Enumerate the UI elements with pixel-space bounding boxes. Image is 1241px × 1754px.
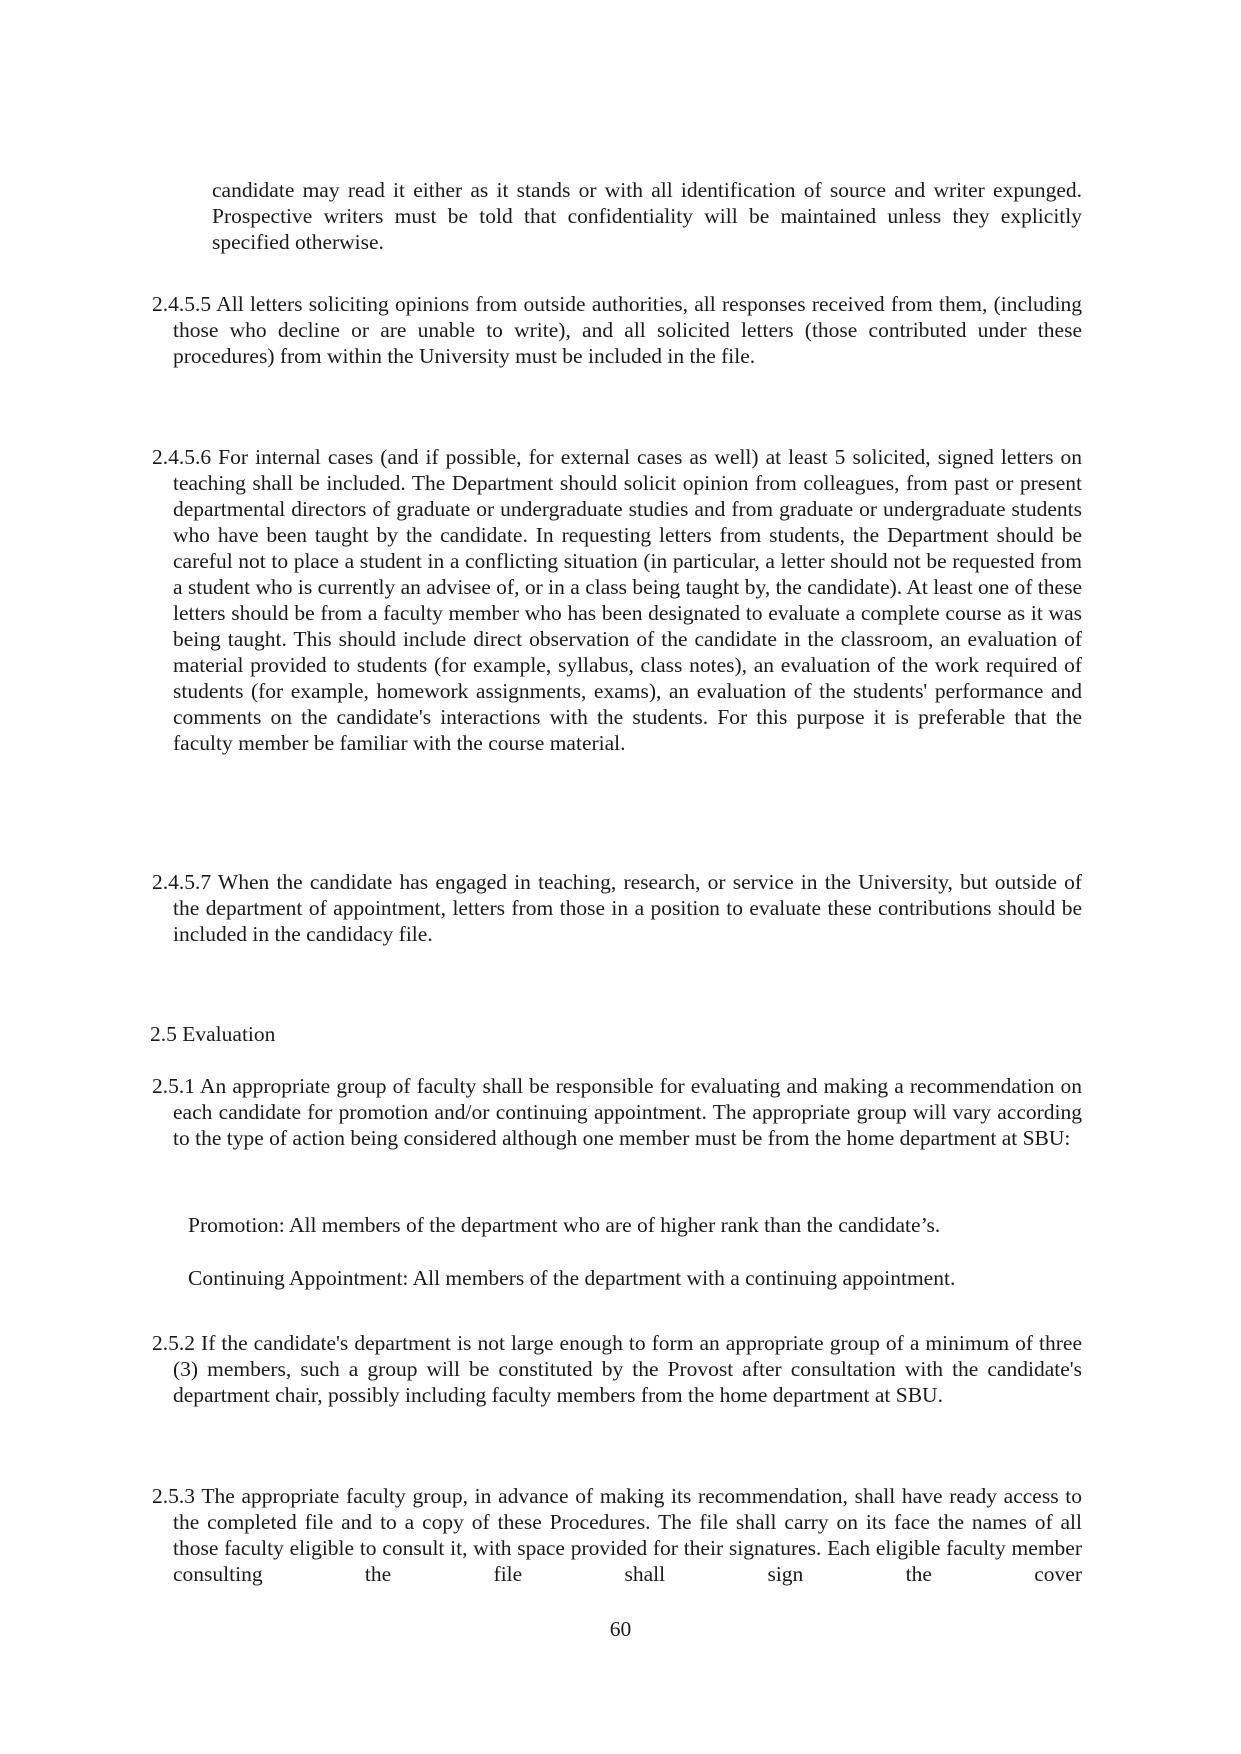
continuation-paragraph: candidate may read it either as it stands or with all identification of source and writer expunged. Prospective writers must be told that confidentiality will be maintained unless they explicitly specified otherwise. — [212, 178, 1082, 254]
continuing-appointment-criteria-line: Continuing Appointment: All members of the department with a continuing appointment. — [188, 1266, 956, 1290]
paragraph-2-4-5-7: 2.4.5.7 When the candidate has engaged in teaching, research, or service in the University, but outside of the department of appointment, letters from those in a position to evaluate these contributions should be included in the candidacy file. — [152, 870, 1082, 946]
promotion-criteria-line: Promotion: All members of the department who are of higher rank than the candidate’s. — [188, 1213, 941, 1237]
section-heading-evaluation: 2.5 Evaluation — [150, 1022, 276, 1046]
paragraph-2-4-5-6: 2.4.5.6 For internal cases (and if possible, for external cases as well) at least 5 solicited, signed letters on teaching shall be included. The Department should solicit opinion from colleagues, from past or present departmental directors of graduate or undergraduate studies and from graduate or undergraduate students who have been taught by the candidate. In requesting letters from students, the Department should be careful not to place a student in a conflicting situation (in particular, a letter should not be requested from a student who is currently an advisee of, or in a class being taught by, the candidate). At least one of these letters should be from a faculty member who has been designated to evaluate a complete course as it was being taught. This should include direct observation of the candidate in the classroom, an evaluation of material provided to students (for example, syllabus, class notes), an evaluation of the work required of students (for example, homework assignments, exams), an evaluation of the students' performance and comments on the candidate's interactions with the students. For this purpose it is preferable that the faculty member be familiar with the course material. — [152, 445, 1082, 755]
paragraph-2-4-5-5: 2.4.5.5 All letters soliciting opinions from outside authorities, all responses received from them, (including those who decline or are unable to write), and all solicited letters (those contributed under these procedures) from within the University must be included in the file. — [152, 292, 1082, 368]
paragraph-2-5-2: 2.5.2 If the candidate's department is not large enough to form an appropriate group of a minimum of three (3) members, such a group will be constituted by the Provost after consultation with the candidate's department chair, possibly including faculty members from the home department at SBU. — [152, 1331, 1082, 1407]
paragraph-2-5-1: 2.5.1 An appropriate group of faculty shall be responsible for evaluating and making a recommendation on each candidate for promotion and/or continuing appointment. The appropriate group will vary according to the type of action being considered although one member must be from the home department at SBU: — [152, 1074, 1082, 1150]
page-number: 60 — [609, 1617, 632, 1641]
paragraph-2-5-3: 2.5.3 The appropriate faculty group, in advance of making its recommendation, shall have ready access to the completed file and to a copy of these Procedures. The file shall carry on its face the names of all those faculty eligible to consult it, with space provided for their signatures. Each eligible faculty member consulting the file shall sign the cover — [152, 1484, 1082, 1586]
